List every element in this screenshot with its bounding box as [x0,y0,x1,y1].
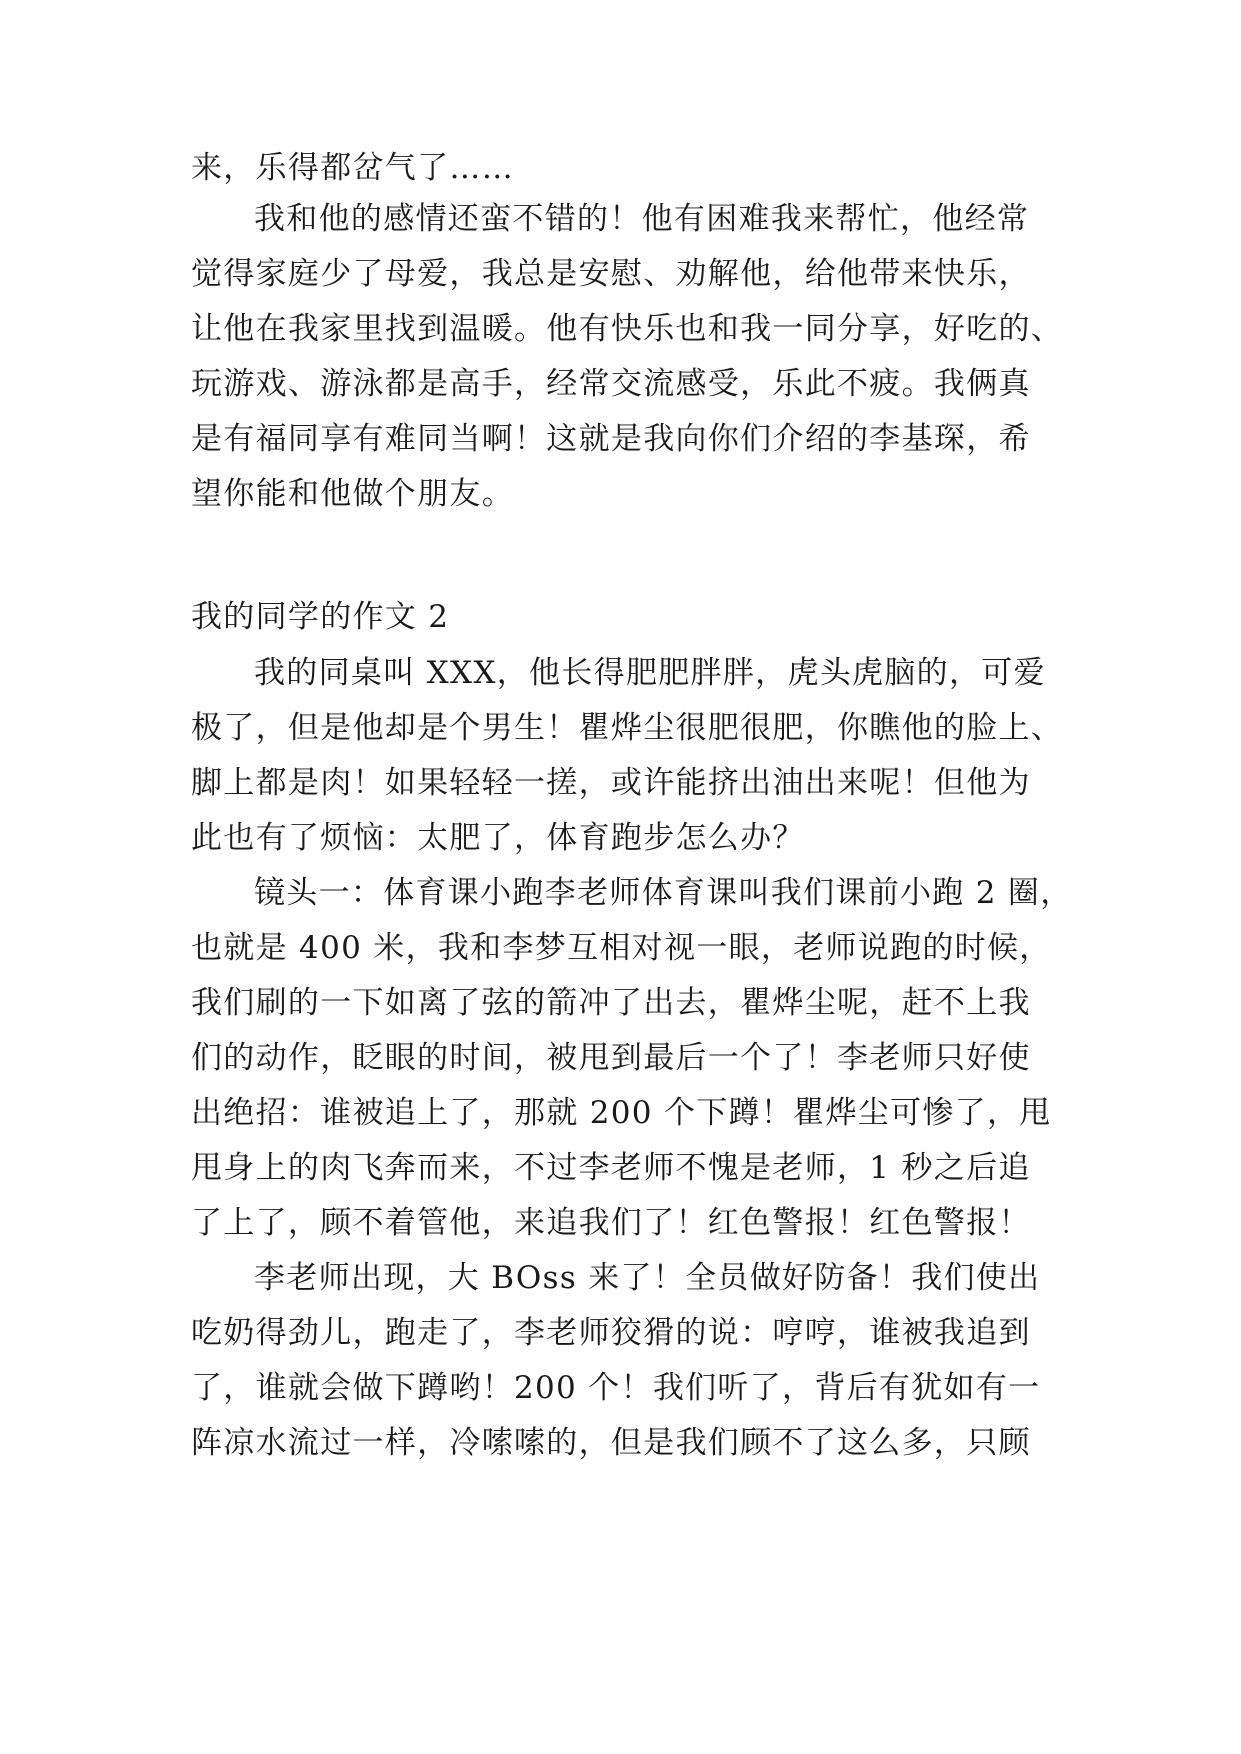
paragraph-line: 们的动作，眨眼的时间，被甩到最后一个了！李老师只好使 [191,1040,1031,1076]
paragraph-line: 是有福同享有难同当啊！这就是我向你们介绍的李基琛，希 [191,421,1031,457]
paragraph-line: 极了，但是他却是个男生！瞿烨尘很肥很肥，你瞧他的脸上、 [191,710,1064,746]
paragraph-line: 李老师出现，大 BOss 来了！全员做好防备！我们使出 [254,1260,1041,1296]
paragraph-line: 甩身上的肉飞奔而来，不过李老师不愧是老师，1 秒之后追 [191,1150,1031,1186]
paragraph-line: 镜头一：体育课小跑李老师体育课叫我们课前小跑 2 圈， [254,875,1073,911]
paragraph-line: 吃奶得劲儿，跑走了，李老师狡猾的说：哼哼，谁被我追到 [191,1315,1031,1351]
paragraph-line: 我们刷的一下如离了弦的箭冲了出去，瞿烨尘呢，赶不上我 [191,985,1031,1021]
paragraph-line: 玩游戏、游泳都是高手，经常交流感受，乐此不疲。我俩真 [191,366,1031,402]
paragraph-line: 此也有了烦恼：太肥了，体育跑步怎么办？ [191,820,805,856]
paragraph-line: 觉得家庭少了母爱，我总是安慰、劝解他，给他带来快乐， [191,256,1031,292]
section-heading: 我的同学的作文 2 [191,599,450,635]
paragraph-line: 脚上都是肉！如果轻轻一搓，或许能挤出油出来呢！但他为 [191,765,1031,801]
paragraph-line: 让他在我家里找到温暖。他有快乐也和我一同分享，好吃的、 [191,311,1064,347]
paragraph-line: 了上了，顾不着管他，来追我们了！红色警报！红色警报！ [191,1205,1031,1241]
paragraph-line: 我的同桌叫 XXX，他长得肥肥胖胖，虎头虎脑的，可爱 [254,655,1046,691]
paragraph-line: 也就是 400 米，我和李梦互相对视一眼，老师说跑的时候， [191,930,1052,966]
paragraph-line: 我和他的感情还蛮不错的！他有困难我来帮忙，他经常 [254,201,1030,237]
paragraph-line: 出绝招：谁被追上了，那就 200 个下蹲！瞿烨尘可惨了，甩 [191,1095,1052,1131]
paragraph-line: 了，谁就会做下蹲哟！200 个！我们听了，背后有犹如有一 [191,1370,1041,1406]
paragraph-line: 来，乐得都岔气了…… [191,150,514,186]
paragraph-line: 阵凉水流过一样，冷嗦嗦的，但是我们顾不了这么多，只顾 [191,1425,1031,1461]
paragraph-line: 望你能和他做个朋友。 [191,476,514,512]
